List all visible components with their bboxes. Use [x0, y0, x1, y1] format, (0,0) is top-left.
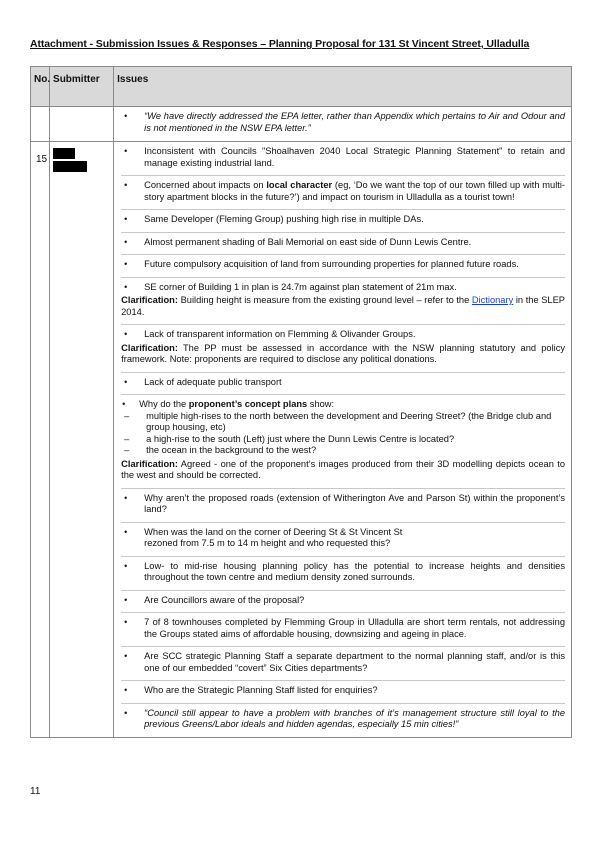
list-item — [121, 259, 565, 271]
issue-text: (eg, ‘Do we want the top of our town filled up with multi-story apartment blocks in the future?’) and impact on tourism in Ulladulla as a tourist town! — [144, 180, 566, 202]
issue-text: Low- to mid-rise housing planning policy has the potential to increase heights and densities throughout the town centre and medium density zoned surrounds. — [144, 560, 565, 582]
issue-text: When was the land on the corner of Deering St & St Vincent St — [144, 526, 403, 537]
issue-emphasis: proponent’s concept plans — [188, 399, 308, 409]
redaction-block — [53, 161, 87, 172]
row-number-cell: 15 — [31, 142, 50, 738]
issue-text: Why aren’t the proposed roads (extension of Witherington Ave and Parson St) within the proponent’s land? — [144, 492, 565, 514]
list-item — [121, 561, 565, 584]
bullet-icon: • — [124, 329, 128, 339]
list-item — [121, 493, 565, 516]
issue-text: multiple high-rises to the north between the development and Deering Street? (the Bridge club and group housing, etc) — [146, 410, 552, 432]
table-row — [31, 142, 572, 738]
bullet-icon: • — [124, 617, 128, 627]
bullet-icon: • — [124, 146, 128, 156]
issue-text: Why do the — [139, 399, 189, 409]
issue-text: Inconsistent with Councils "Shoalhaven 2040 Local Strategic Planning Statement" to retain and manage existing industrial land. — [144, 146, 565, 168]
issue-text: “We have directly addressed the EPA letter, rather than Appendix which pertains to Air and Odour and is not mentioned in the NSW EPA letter.” — [144, 111, 565, 133]
clarification-text: The PP must be assessed in accordance with the NSW planning statutory and policy framework. Note: proponents are required to disclose any political donations. — [121, 342, 565, 364]
list-item — [121, 685, 565, 697]
dash-icon: – — [124, 445, 130, 455]
issue-text: Same Developer (Fleming Group) pushing high rise in multiple DAs. — [144, 214, 424, 224]
bullet-icon: • — [124, 281, 128, 292]
bullet-icon: • — [124, 236, 128, 247]
clarification — [121, 459, 565, 482]
list-item — [121, 377, 565, 389]
clarification — [121, 343, 565, 366]
issue-text: a high-rise to the south (Left) just where the Dunn Lewis Centre is located? — [146, 433, 455, 444]
issue-text: 7 of 8 townhouses completed by Flemming Group in Ulladulla are short term rentals, not addressing the Groups stated aims of affordable housing, downsizing and ageing in place. — [144, 617, 565, 639]
table-header-row — [31, 67, 572, 107]
bullet-icon: • — [122, 399, 126, 409]
redaction-block — [53, 148, 75, 159]
header-issues: Issues — [114, 67, 572, 107]
table-row — [31, 107, 572, 142]
issue-text: Are SCC strategic Planning Staff a separate department to the normal planning staff, and/or is this one of our embedded “covert” Six Cities departments? — [144, 651, 565, 673]
bullet-icon: • — [124, 214, 128, 224]
clarification-text: in the SLEP 2014. — [121, 295, 565, 317]
list-item — [121, 651, 565, 674]
clarification — [121, 295, 565, 318]
list-item — [121, 708, 565, 731]
issues-table — [30, 66, 572, 738]
clarification-text: Agreed - one of the proponent’s images produced from their 3D modelling depicts ocean to the west and should be corrected. — [121, 458, 565, 480]
issue-text: SE corner of Building 1 in plan is 24.7m against plan statement of 21m max. — [144, 281, 457, 292]
issue-text: Who are the Strategic Planning Staff listed for enquiries? — [144, 685, 378, 695]
clarification-label: Clarification: — [121, 342, 178, 353]
bullet-icon: • — [124, 707, 128, 718]
sub-list-item — [121, 411, 565, 434]
list-item — [121, 617, 565, 640]
issue-text: show: — [307, 399, 335, 409]
list-item — [121, 282, 565, 294]
dash-icon: – — [124, 410, 130, 421]
bullet-icon: • — [124, 376, 128, 387]
bullet-icon: • — [124, 685, 128, 695]
bullet-icon: • — [124, 594, 128, 605]
issue-text: Future compulsory acquisition of land from surrounding properties for planned future roads. — [144, 259, 519, 269]
dictionary-link[interactable]: Dictionary — [471, 295, 514, 305]
sub-list-item — [121, 434, 565, 446]
bullet-icon: • — [124, 560, 128, 571]
issue-text: Almost permanent shading of Bali Memorial on east side of Dunn Lewis Centre. — [144, 236, 472, 247]
bullet-icon: • — [124, 651, 128, 661]
sub-list-item — [121, 445, 565, 457]
issue-text: Lack of adequate public transport — [144, 376, 282, 387]
issues-cell — [114, 142, 572, 738]
document-title: Attachment - Submission Issues & Responses – Planning Proposal for 131 St Vincent Street, Ulladulla — [30, 38, 530, 50]
issue-text: “Council still appear to have a problem with branches of it’s management structure still loyal to the previous Greens/Labor ideals and hidden agendas, especially 15 min cities!” — [144, 707, 565, 729]
list-item — [121, 399, 565, 411]
list-item — [121, 146, 565, 169]
bullet-icon: • — [124, 259, 128, 269]
issue-emphasis: local character — [266, 180, 333, 190]
list-item — [121, 214, 565, 226]
issue-text: rezoned from 7.5 m to 14 m height and who requested this? — [144, 538, 391, 548]
list-item — [121, 527, 565, 550]
dash-icon: – — [124, 433, 130, 444]
list-item — [121, 329, 565, 341]
page-number: 11 — [30, 786, 41, 797]
bullet-icon: • — [124, 180, 128, 190]
bullet-icon: • — [124, 492, 128, 503]
header-submitter: Submitter — [50, 67, 114, 107]
issue-text: Are Councillors aware of the proposal? — [144, 594, 305, 605]
row-number-cell — [31, 107, 50, 142]
issue-text: Concerned about impacts on — [144, 180, 267, 190]
submitter-cell — [50, 107, 114, 142]
bullet-icon: • — [124, 526, 128, 537]
issue-text: Lack of transparent information on Flemming & Olivander Groups. — [144, 329, 416, 339]
issue-text: the ocean in the background to the west? — [146, 445, 317, 455]
list-item — [121, 111, 565, 134]
bullet-icon: • — [124, 111, 128, 121]
submitter-cell — [50, 142, 114, 738]
clarification-label: Clarification: — [121, 295, 178, 305]
issues-cell — [114, 107, 572, 142]
clarification-label: Clarification: — [121, 458, 178, 469]
clarification-text: Building height is measure from the existing ground level – refer to the — [177, 295, 472, 305]
list-item — [121, 237, 565, 249]
list-item — [121, 595, 565, 607]
list-item — [121, 180, 565, 203]
header-no: No. — [31, 67, 50, 107]
